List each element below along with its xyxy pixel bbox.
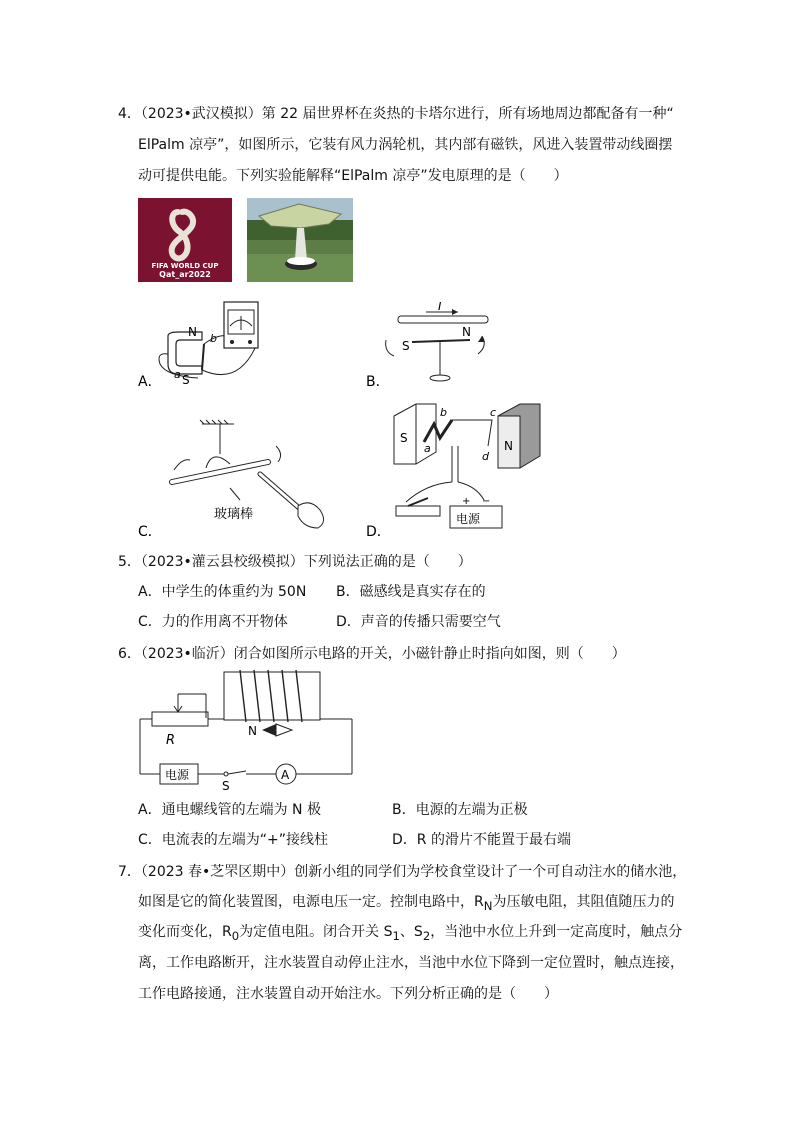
svg-text:N: N xyxy=(462,325,471,339)
q6-option-c: C．电流表的左端为“+”接线柱 xyxy=(138,832,329,848)
q6-option-a: A．通电螺线管的左端为 N 极 xyxy=(138,802,321,818)
svg-text:b: b xyxy=(440,406,447,419)
svg-text:+: + xyxy=(462,496,471,507)
q5-option-b: B．磁感线是真实存在的 xyxy=(336,584,486,600)
svg-text:S: S xyxy=(400,431,408,445)
q6-circuit-diagram xyxy=(136,668,358,792)
logo-text-2: Qat_ar2022 xyxy=(159,270,211,279)
world-cup-logo-image xyxy=(138,198,232,282)
svg-text:c: c xyxy=(490,406,497,419)
q4-stem-line3: 动可提供电能。下列实验能解释“ElPalm 凉亭”发电原理的是（ ） xyxy=(138,168,568,184)
q7-stem-line5: 工作电路接通，注水装置自动开始注水。下列分析正确的是（ ） xyxy=(138,986,558,1002)
svg-text:R: R xyxy=(166,733,176,748)
q7-stem-line3: 变化而变化，$R_0$为定值电阻。闭合开关 $S_1$、$S_2$，当池中水位上升到一定高度时，触点分 xyxy=(138,924,683,943)
option-a-label: A． xyxy=(138,374,162,390)
option-c-label: C． xyxy=(138,524,162,538)
svg-text:N: N xyxy=(504,439,513,453)
q5-stem: 5．（2023•灌云县校级模拟）下列说法正确的是（ ） xyxy=(118,554,472,570)
svg-text:N: N xyxy=(188,325,197,339)
q6-stem: 6．（2023•临沂）闭合如图所示电路的开关，小磁针静止时指向如图，则（ ） xyxy=(118,646,626,662)
q4-stem-line2: ElPalm 凉亭”，如图所示，它装有风力涡轮机，其内部有磁铁，风进入装置带动线圈摆 xyxy=(138,137,673,153)
figure-b-oersted xyxy=(366,302,496,392)
svg-text:a: a xyxy=(424,442,431,455)
q5-option-a: A．中学生的体重约为 50N xyxy=(138,584,307,600)
figure-c-glass-rod xyxy=(138,418,338,538)
q6-option-b: B．电源的左端为正极 xyxy=(392,802,528,818)
svg-text:S: S xyxy=(182,373,190,387)
power-source-label: 电源 xyxy=(456,512,481,526)
glass-rod-caption: 玻璃棒 xyxy=(214,507,254,522)
q6-option-d: D．R 的滑片不能置于最右端 xyxy=(392,832,571,848)
option-b-label: B． xyxy=(366,374,390,390)
q4-stem-line1: 4．（2023•武汉模拟）第 22 届世界杯在炎热的卡塔尔进行，所有场地周边都配备有一种“ xyxy=(118,106,674,122)
option-d-label: D． xyxy=(366,524,391,538)
logo-text-1: FIFA WORLD CUP xyxy=(151,262,219,270)
q5-option-d: D．声音的传播只需要空气 xyxy=(336,614,501,630)
figure-a-galvanometer xyxy=(138,296,278,392)
svg-text:−: − xyxy=(482,496,491,507)
svg-text:S: S xyxy=(402,339,410,353)
q5-option-c: C．力的作用离不开物体 xyxy=(138,614,288,630)
svg-text:a: a xyxy=(174,368,181,381)
svg-text:I: I xyxy=(438,302,442,313)
svg-text:A: A xyxy=(281,768,290,782)
svg-text:d: d xyxy=(482,450,489,463)
q7-stem-line1: 7．（2023 春•芝罘区期中）创新小组的同学们为学校食堂设计了一个可自动注水的储水池， xyxy=(118,864,687,880)
svg-text:电源: 电源 xyxy=(165,768,190,782)
svg-text:N: N xyxy=(248,724,257,738)
q7-stem-line2: 如图是它的简化装置图，电源电压一定。控制电路中，$R_N$为压敏电阻，其阻值随压力的 xyxy=(138,894,675,913)
svg-text:b: b xyxy=(210,332,217,345)
elpalm-pavilion-image xyxy=(247,198,353,282)
q7-stem-line4: 离，工作电路断开，注水装置自动停止注水，当池中水位下降到一定位置时，触点连接， xyxy=(138,955,684,971)
figure-d-magnet-coil xyxy=(366,402,546,538)
svg-text:S: S xyxy=(222,779,230,792)
